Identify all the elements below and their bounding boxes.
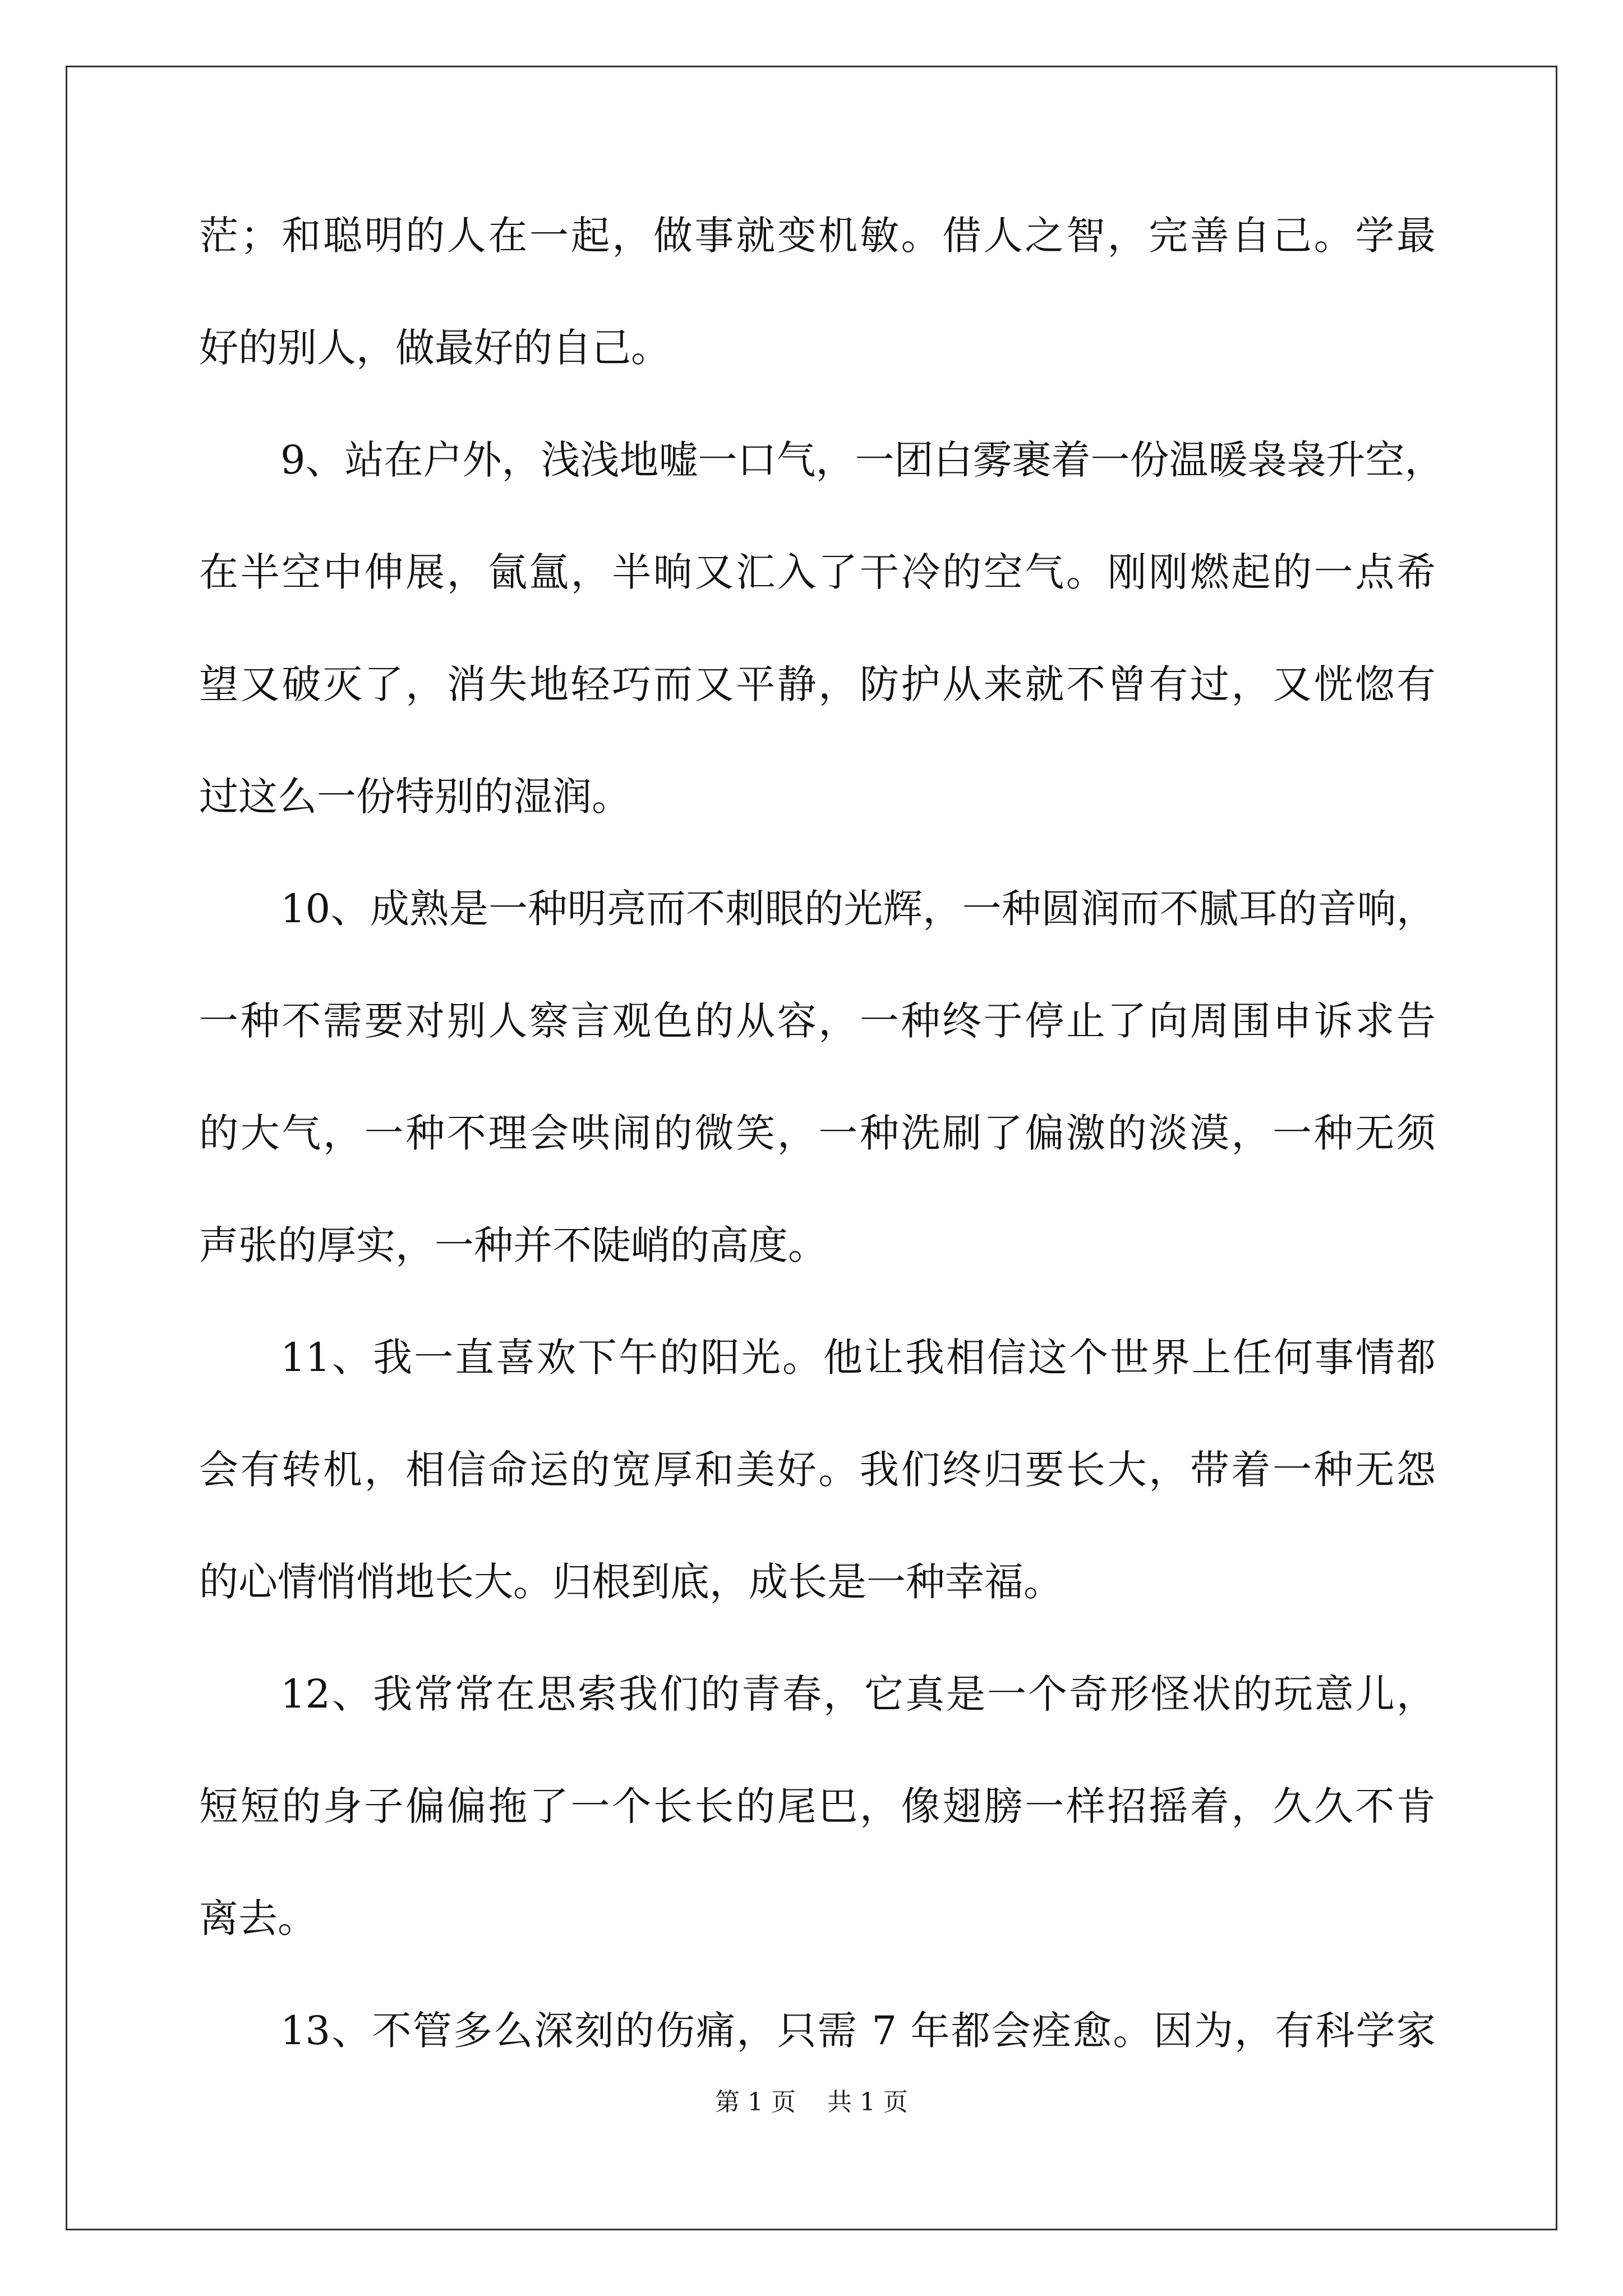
page-total: 共 1 页 xyxy=(827,2088,908,2116)
text-line: 过这么一份特别的湿润。 xyxy=(199,774,631,820)
text-line: 的大气，一种不理会哄闹的微笑，一种洗刷了偏激的淡漠，一种无须 xyxy=(199,1110,1436,1156)
paragraph-start-line: 11、我一直喜欢下午的阳光。他让我相信这个世界上任何事情都 xyxy=(280,1335,1436,1381)
text-line: 一种不需要对别人察言观色的从容，一种终于停止了向周围申诉求告 xyxy=(199,998,1436,1044)
text-line: 茫；和聪明的人在一起，做事就变机敏。借人之智，完善自己。学最 xyxy=(199,213,1436,259)
text-line: 会有转机，相信命运的宽厚和美好。我们终归要长大，带着一种无怨 xyxy=(199,1447,1436,1493)
document-body xyxy=(199,208,1444,2115)
text-line: 在半空中伸展，氤氲，半晌又汇入了干冷的空气。刚刚燃起的一点希 xyxy=(199,549,1436,595)
text-line: 声张的厚实，一种并不陡峭的高度。 xyxy=(199,1222,827,1268)
paragraph-start-line: 12、我常常在思索我们的青春，它真是一个奇形怪状的玩意儿， xyxy=(280,1671,1436,1717)
text-line: 离去。 xyxy=(199,1895,317,1941)
text-line: 的心情悄悄地长大。归根到底，成长是一种幸福。 xyxy=(199,1559,1063,1605)
text-line: 望又破灭了，消失地轻巧而又平静，防护从来就不曾有过，又恍惚有 xyxy=(199,661,1436,707)
page-footer xyxy=(0,2086,1623,2119)
paragraph-start-line: 10、成熟是一种明亮而不刺眼的光辉，一种圆润而不腻耳的音响， xyxy=(280,886,1436,932)
paragraph-start-line: 13、不管多么深刻的伤痛，只需 7 年都会痊愈。因为，有科学家 xyxy=(280,2008,1436,2054)
text-line: 好的别人，做最好的自己。 xyxy=(199,325,670,371)
paragraph-start-line: 9、站在户外，浅浅地嘘一口气，一团白雾裹着一份温暖袅袅升空， xyxy=(280,437,1444,483)
text-line: 短短的身子偏偏拖了一个长长的尾巴，像翅膀一样招摇着，久久不肯 xyxy=(199,1783,1436,1829)
page-number: 第 1 页 xyxy=(715,2088,796,2116)
